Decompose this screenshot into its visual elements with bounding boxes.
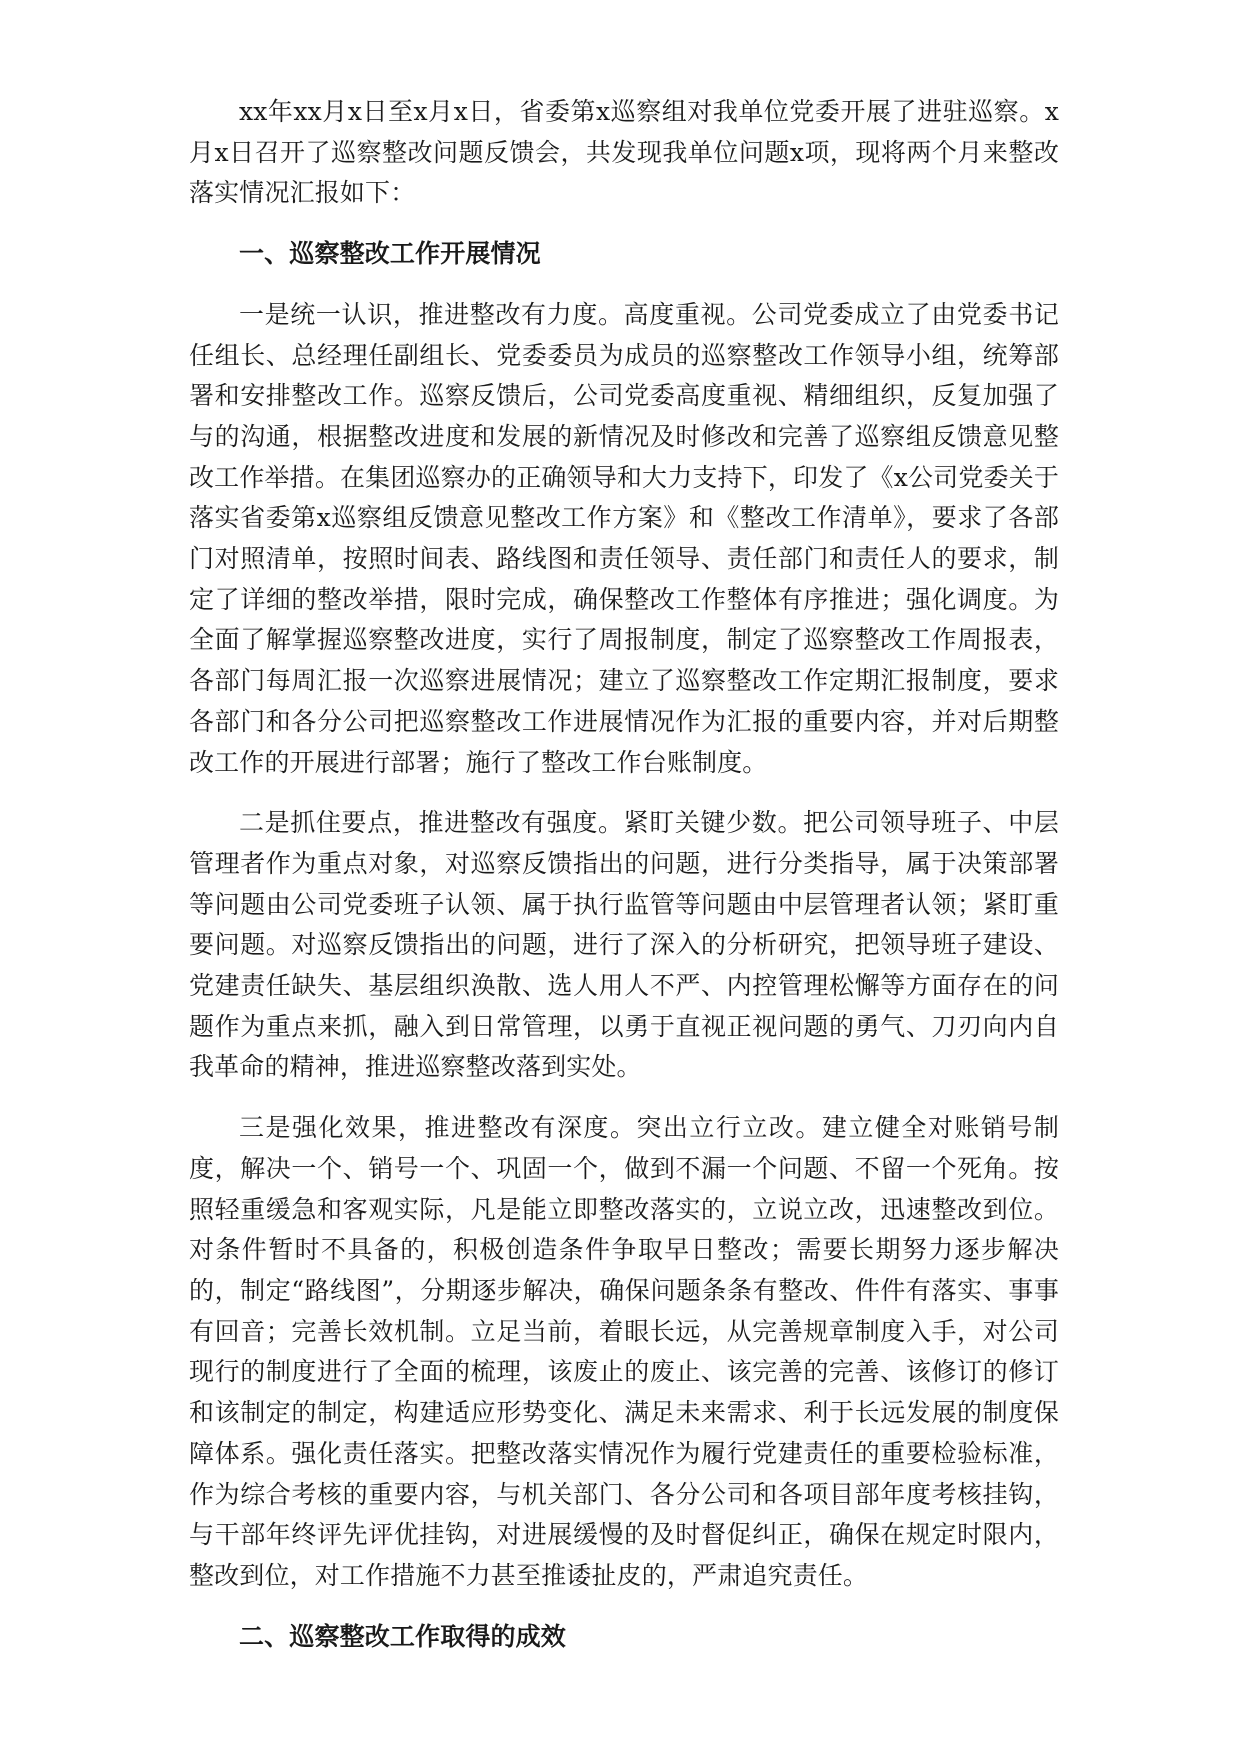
body-paragraph-3: 三是强化效果，推进整改有深度。突出立行立改。建立健全对账销号制度，解决一个、销号一个、巩固一个，做到不漏一个问题、不留一个死角。按照轻重缓急和客观实际，凡是能立即整改落实的，立说立改，迅速整改到位。对条件暂时不具备的，积极创造条件争取早日整改；需要长期努力逐步解决的，制定“路线图”，分期逐步解决，确保问题条条有整改、件件有落实、事事有回音；完善长效机制。立足当前，着眼长远，从完善规章制度入手，对公司现行的制度进行了全面的梳理，该废止的废止、该完善的完善、该修订的修订和该制定的制定，构建适应形势变化、满足未来需求、利于长远发展的制度保障体系。强化责任落实。把整改落实情况作为履行党建责任的重要检验标准，作为综合考核的重要内容，与机关部门、各分公司和各项目部年度考核挂钩，与干部年终评先评优挂钩，对进展缓慢的及时督促纠正，确保在规定时限内，整改到位，对工作措施不力甚至推诿扯皮的，严肃追究责任。: [189, 1113, 1059, 1590]
section-heading-2: 二、巡察整改工作取得的成效: [239, 1621, 566, 1651]
document-body: [189, 92, 1059, 1677]
intro-paragraph: xx年xx月x日至x月x日，省委第x巡察组对我单位党委开展了进驻巡察。x月x日召开了巡察整改问题反馈会，共发现我单位问题x项，现将两个月来整改落实情况汇报如下：: [189, 97, 1059, 208]
body-paragraph-1: 一是统一认识，推进整改有力度。高度重视。公司党委成立了由党委书记任组长、总经理任副组长、党委委员为成员的巡察整改工作领导小组，统筹部署和安排整改工作。巡察反馈后，公司党委高度重视、精细组织，反复加强了与的沟通，根据整改进度和发展的新情况及时修改和完善了巡察组反馈意见整改工作举措。在集团巡察办的正确领导和大力支持下，印发了《x公司党委关于落实省委第x巡察组反馈意见整改工作方案》和《整改工作清单》，要求了各部门对照清单，按照时间表、路线图和责任领导、责任部门和责任人的要求，制定了详细的整改举措，限时完成，确保整改工作整体有序推进；强化调度。为全面了解掌握巡察整改进度，实行了周报制度，制定了巡察整改工作周报表，各部门每周汇报一次巡察进展情况；建立了巡察整改工作定期汇报制度，要求各部门和各分公司把巡察整改工作进展情况作为汇报的重要内容，并对后期整改工作的开展进行部署；施行了整改工作台账制度。: [189, 299, 1059, 777]
section-heading-1: 一、巡察整改工作开展情况: [239, 239, 541, 269]
body-paragraph-2: 二是抓住要点，推进整改有强度。紧盯关键少数。把公司领导班子、中层管理者作为重点对象，对巡察反馈指出的问题，进行分类指导，属于决策部署等问题由公司党委班子认领、属于执行监管等问题由中层管理者认领；紧盯重要问题。对巡察反馈指出的问题，进行了深入的分析研究，把领导班子建设、党建责任缺失、基层组织涣散、选人用人不严、内控管理松懈等方面存在的问题作为重点来抓，融入到日常管理，以勇于直视正视问题的勇气、刀刃向内自我革命的精神，推进巡察整改落到实处。: [189, 808, 1059, 1082]
